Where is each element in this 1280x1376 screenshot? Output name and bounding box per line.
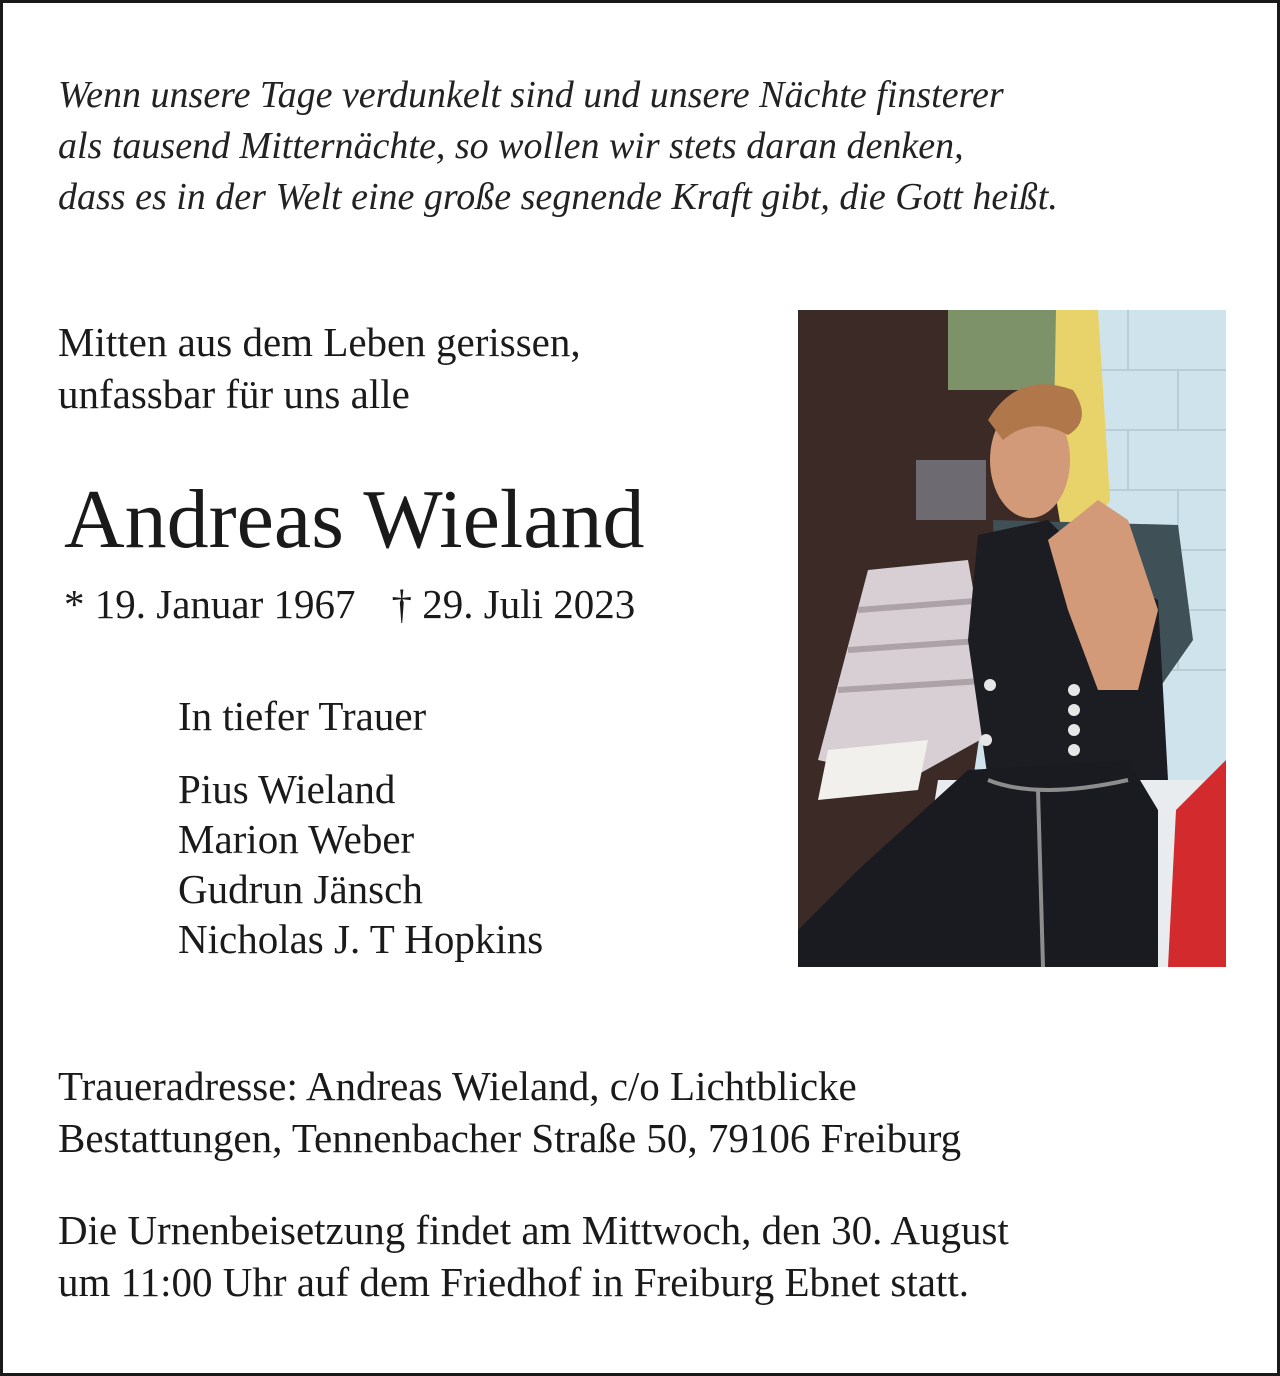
portrait-photo: [798, 310, 1226, 967]
deceased-name: Andreas Wieland: [64, 473, 645, 566]
life-dates: [64, 578, 635, 630]
mourner-name: Marion Weber: [178, 816, 415, 862]
quote-line: Wenn unsere Tage verdunkelt sind und unsere Nächte finsterer: [58, 74, 1004, 116]
birth-date: * 19. Januar 1967: [64, 581, 356, 627]
quote-line: als tausend Mitternächte, so wollen wir stets daran denken,: [58, 125, 964, 167]
mourners-list: [178, 764, 543, 964]
burial-info: [58, 1204, 1009, 1308]
intro-text: [58, 316, 581, 420]
address-line: Traueradresse: Andreas Wieland, c/o Lichtblicke: [58, 1063, 857, 1109]
address-line: Bestattungen, Tennenbacher Straße 50, 79106 Freiburg: [58, 1115, 962, 1161]
mourner-name: Gudrun Jänsch: [178, 866, 423, 912]
death-date: † 29. Juli 2023: [391, 581, 636, 627]
memorial-quote: [58, 70, 1238, 223]
mourner-name: Nicholas J. T Hopkins: [178, 916, 544, 962]
mourning-heading: In tiefer Trauer: [178, 693, 427, 739]
burial-line: Die Urnenbeisetzung findet am Mittwoch, den 30. August: [58, 1207, 1009, 1253]
condolence-address: [58, 1060, 961, 1164]
intro-line: unfassbar für uns alle: [58, 371, 410, 417]
intro-line: Mitten aus dem Leben gerissen,: [58, 319, 581, 365]
burial-line: um 11:00 Uhr auf dem Friedhof in Freiburg Ebnet statt.: [58, 1259, 969, 1305]
mourner-name: Pius Wieland: [178, 766, 396, 812]
quote-line: dass es in der Welt eine große segnende Kraft gibt, die Gott heißt.: [58, 176, 1058, 218]
